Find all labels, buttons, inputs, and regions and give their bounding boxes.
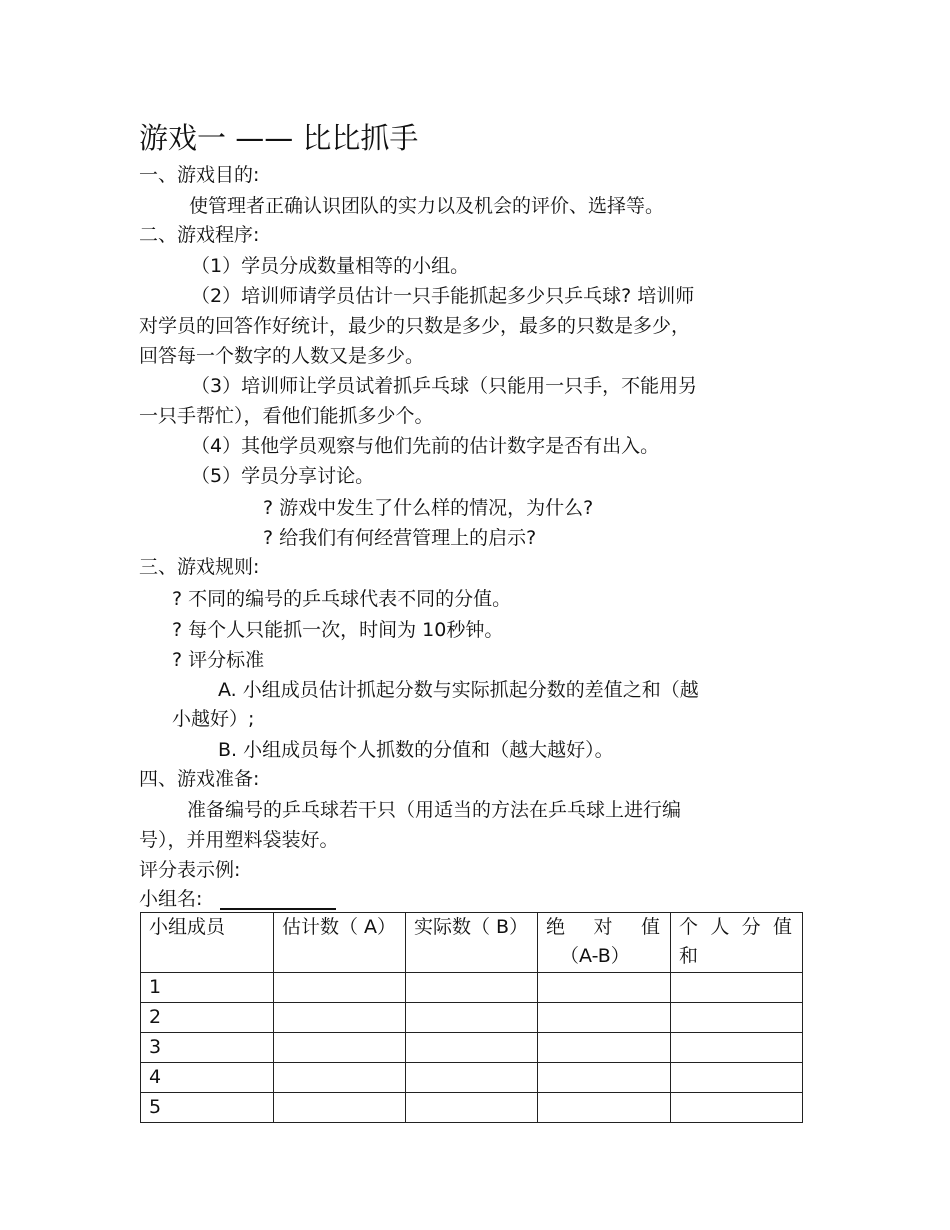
step-5: （5）学员分享讨论。 bbox=[191, 465, 375, 487]
criterion-a-line-1: A. 小组成员估计抓起分数与实际抓起分数的差值之和（越 bbox=[218, 679, 699, 701]
table-row bbox=[141, 1063, 803, 1093]
table-row bbox=[141, 1093, 803, 1123]
step-4: （4）其他学员观察与他们先前的估计数字是否有出入。 bbox=[191, 435, 660, 457]
cell bbox=[274, 1093, 406, 1123]
rule-2: ? 每个人只能抓一次，时间为 10秒钟。 bbox=[172, 619, 504, 641]
cell bbox=[274, 1063, 406, 1093]
step-1: （1）学员分成数量相等的小组。 bbox=[191, 255, 470, 277]
section-4-heading: 四、游戏准备: bbox=[139, 768, 260, 790]
cell bbox=[671, 1033, 803, 1063]
row-number: 4 bbox=[141, 1063, 274, 1093]
score-table bbox=[140, 912, 803, 1123]
section-3-heading: 三、游戏规则: bbox=[139, 556, 260, 578]
rule-1: ? 不同的编号的乒乓球代表不同的分值。 bbox=[172, 588, 512, 610]
step-2-line-3: 回答每一个数字的人数又是多少。 bbox=[139, 345, 425, 367]
cell bbox=[538, 1063, 671, 1093]
header-estimate: 估计数（ A） bbox=[274, 913, 406, 973]
cell bbox=[274, 973, 406, 1003]
row-number: 2 bbox=[141, 1003, 274, 1033]
group-name-row bbox=[139, 888, 336, 910]
discussion-question-1: ? 游戏中发生了什么样的情况，为什么? bbox=[263, 497, 594, 519]
discussion-question-2: ? 给我们有何经营管理上的启示? bbox=[263, 527, 537, 549]
criterion-b: B. 小组成员每个人抓数的分值和（越大越好）。 bbox=[218, 739, 614, 761]
section-2-heading: 二、游戏程序: bbox=[139, 224, 260, 246]
row-number: 1 bbox=[141, 973, 274, 1003]
section-1-text: 使管理者正确认识团队的实力以及机会的评价、选择等。 bbox=[189, 195, 665, 217]
table-row bbox=[141, 1033, 803, 1063]
header-actual: 实际数（ B） bbox=[406, 913, 538, 973]
row-number: 5 bbox=[141, 1093, 274, 1123]
example-label: 评分表示例: bbox=[139, 859, 241, 881]
rule-3: ? 评分标准 bbox=[172, 649, 265, 671]
cell bbox=[538, 1093, 671, 1123]
cell bbox=[671, 1093, 803, 1123]
table-row bbox=[141, 1003, 803, 1033]
cell bbox=[274, 1003, 406, 1033]
cell bbox=[406, 973, 538, 1003]
row-number: 3 bbox=[141, 1033, 274, 1063]
table-row bbox=[141, 973, 803, 1003]
cell bbox=[406, 1033, 538, 1063]
table-header-row bbox=[141, 913, 803, 973]
section-1-heading: 一、游戏目的: bbox=[139, 164, 260, 186]
cell bbox=[406, 1003, 538, 1033]
cell bbox=[538, 1003, 671, 1033]
header-absolute-value: 绝 对 值 （A-B） bbox=[538, 913, 671, 973]
page-title: 游戏一 —— 比比抓手 bbox=[139, 121, 419, 155]
cell bbox=[671, 1063, 803, 1093]
cell bbox=[538, 973, 671, 1003]
header-personal-score: 个 人 分 值 和 bbox=[671, 913, 803, 973]
step-2-line-1: （2）培训师请学员估计一只手能抓起多少只乒乓球? 培训师 bbox=[191, 285, 695, 307]
preparation-line-1: 准备编号的乒乓球若干只（用适当的方法在乒乓球上进行编 bbox=[187, 799, 682, 821]
cell bbox=[406, 1093, 538, 1123]
step-3-line-1: （3）培训师让学员试着抓乒乓球（只能用一只手，不能用另 bbox=[191, 375, 698, 397]
cell bbox=[406, 1063, 538, 1093]
step-2-line-2: 对学员的回答作好统计，最少的只数是多少，最多的只数是多少， bbox=[139, 315, 691, 337]
preparation-line-2: 号），并用塑料袋装好。 bbox=[139, 829, 339, 851]
header-members: 小组成员 bbox=[141, 913, 274, 973]
step-3-line-2: 一只手帮忙），看他们能抓多少个。 bbox=[139, 405, 434, 427]
cell bbox=[671, 973, 803, 1003]
cell bbox=[274, 1033, 406, 1063]
group-name-label: 小组名: bbox=[139, 888, 203, 910]
cell bbox=[671, 1003, 803, 1033]
cell bbox=[538, 1033, 671, 1063]
criterion-a-line-2: 小越好）; bbox=[172, 708, 255, 730]
group-name-blank bbox=[220, 890, 336, 910]
